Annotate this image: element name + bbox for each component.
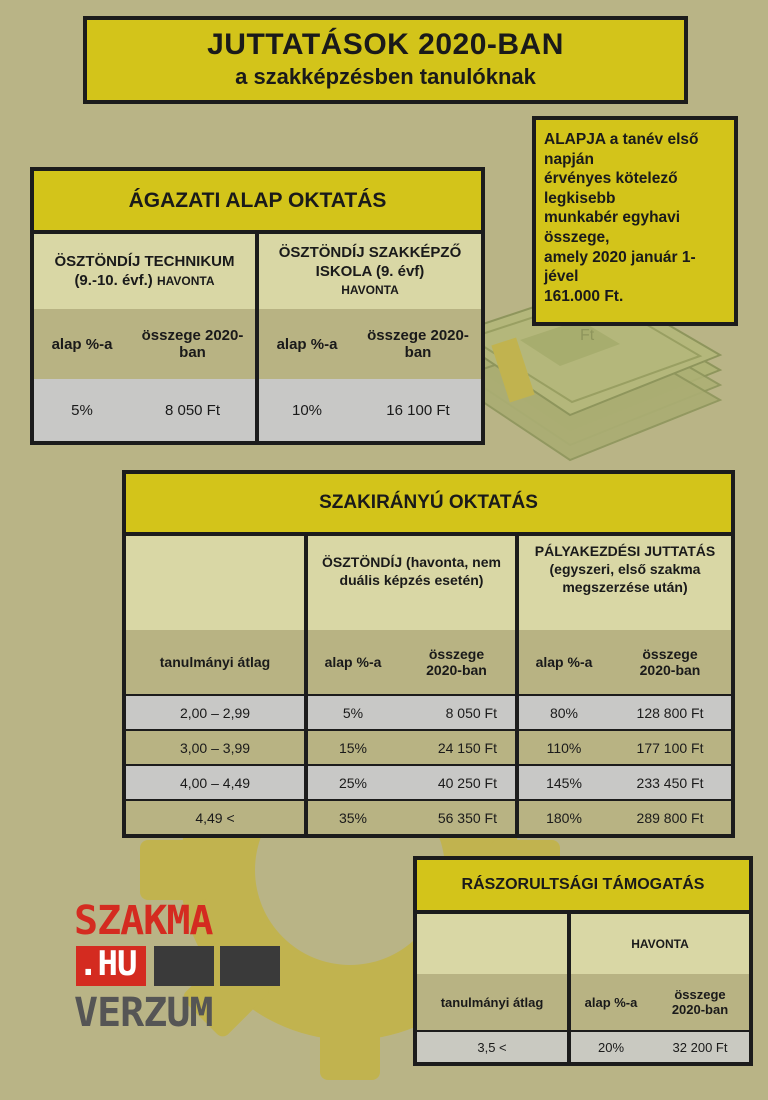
palya-rest: (egyszeri, első szakma megszerzése után)	[549, 561, 701, 595]
info-line: legkisebb	[544, 189, 616, 207]
logo-block	[220, 946, 280, 986]
logo-line1: SZAKMA	[74, 898, 213, 944]
table-cell: 233 450 Ft	[609, 766, 731, 799]
table-cell: 15%	[308, 731, 398, 764]
info-line: amely 2020 január 1-	[544, 248, 696, 266]
logo-block	[154, 946, 214, 986]
palya-header	[519, 536, 731, 630]
col1-freq: HAVONTA	[156, 274, 215, 288]
pct-header: alap %-a	[571, 974, 651, 1030]
pct-header: alap %-a	[519, 630, 609, 694]
info-box	[532, 116, 738, 326]
col2-freq: HAVONTA	[341, 283, 399, 297]
table-cell: 32 200 Ft	[651, 1032, 749, 1062]
pct-header: alap %-a	[34, 309, 130, 379]
empty-header-cell	[417, 914, 567, 974]
page-title: JUTTATÁSOK 2020-BAN	[207, 28, 564, 61]
table-cell: 2,00 – 2,99	[126, 696, 304, 729]
table-cell: 8 050 Ft	[398, 696, 515, 729]
table-cell: 4,49 <	[126, 801, 304, 834]
table-cell: 8 050 Ft	[130, 379, 255, 441]
table-cell: 10%	[259, 379, 355, 441]
amount-header: összege 2020-ban	[398, 630, 515, 694]
info-line: napján	[544, 150, 594, 168]
avg-header: tanulmányi átlag	[126, 630, 304, 694]
title-box	[83, 16, 688, 104]
info-line: összege,	[544, 228, 610, 246]
table-cell: 40 250 Ft	[398, 766, 515, 799]
szakmaverzum-logo	[74, 898, 284, 1038]
osztondij-rest: (havonta, nem duális képzés esetén)	[339, 554, 501, 588]
svg-text:Ft: Ft	[580, 327, 595, 344]
table-cell: 5%	[308, 696, 398, 729]
col1-title: ÖSZTÖNDÍJ TECHNIKUM	[54, 253, 235, 270]
table-cell: 24 150 Ft	[398, 731, 515, 764]
pct-header: alap %-a	[259, 309, 355, 379]
osztondij-bold: ÖSZTÖNDÍJ	[322, 554, 403, 570]
agazati-heading: ÁGAZATI ALAP OKTATÁS	[34, 171, 481, 230]
table-cell: 110%	[519, 731, 609, 764]
agazati-col2-header	[259, 234, 481, 309]
logo-line2: .HU	[78, 944, 137, 984]
table-cell: 80%	[519, 696, 609, 729]
table-cell: 180%	[519, 801, 609, 834]
page-subtitle: a szakképzésben tanulóknak	[235, 64, 536, 89]
info-line: munkabér egyhavi	[544, 209, 681, 227]
raszorultsagi-heading: RÁSZORULTSÁGI TÁMOGATÁS	[417, 860, 749, 910]
table-cell: 145%	[519, 766, 609, 799]
table-cell: 35%	[308, 801, 398, 834]
info-line: érvényes kötelező	[544, 170, 678, 188]
szakiranyu-table	[122, 470, 735, 838]
col2-title: ÖSZTÖNDÍJ SZAKKÉPZŐ ISKOLA (9. évf)	[278, 244, 462, 280]
amount-header: összege 2020-ban	[651, 974, 749, 1030]
table-cell: 3,00 – 3,99	[126, 731, 304, 764]
table-cell: 3,5 <	[417, 1032, 567, 1062]
freq-header: HAVONTA	[571, 914, 749, 974]
amount-header: összege 2020-ban	[609, 630, 731, 694]
info-line: jével	[544, 268, 579, 286]
osztondij-header	[308, 536, 515, 630]
logo-line3: VERZUM	[74, 990, 213, 1036]
table-cell: 20%	[571, 1032, 651, 1062]
table-cell: 5%	[34, 379, 130, 441]
info-line: ALAPJA a tanév első	[544, 131, 699, 148]
table-cell: 16 100 Ft	[355, 379, 481, 441]
raszorultsagi-table	[413, 856, 753, 1066]
info-line: 161.000 Ft.	[544, 287, 624, 305]
table-cell: 56 350 Ft	[398, 801, 515, 834]
avg-header: tanulmányi átlag	[417, 974, 567, 1030]
table-cell: 177 100 Ft	[609, 731, 731, 764]
table-cell: 289 800 Ft	[609, 801, 731, 834]
table-cell: 25%	[308, 766, 398, 799]
pct-header: alap %-a	[308, 630, 398, 694]
agazati-table	[30, 167, 485, 445]
agazati-col1-header	[34, 234, 255, 309]
empty-header-cell	[126, 536, 304, 630]
col1-sub: (9.-10. évf.)	[74, 272, 153, 289]
table-cell: 128 800 Ft	[609, 696, 731, 729]
amount-header: összege 2020-ban	[355, 309, 481, 379]
amount-header: összege 2020-ban	[130, 309, 255, 379]
palya-bold: PÁLYAKEZDÉSI JUTTATÁS	[534, 543, 716, 559]
szakiranyu-heading: SZAKIRÁNYÚ OKTATÁS	[126, 474, 731, 532]
table-cell: 4,00 – 4,49	[126, 766, 304, 799]
